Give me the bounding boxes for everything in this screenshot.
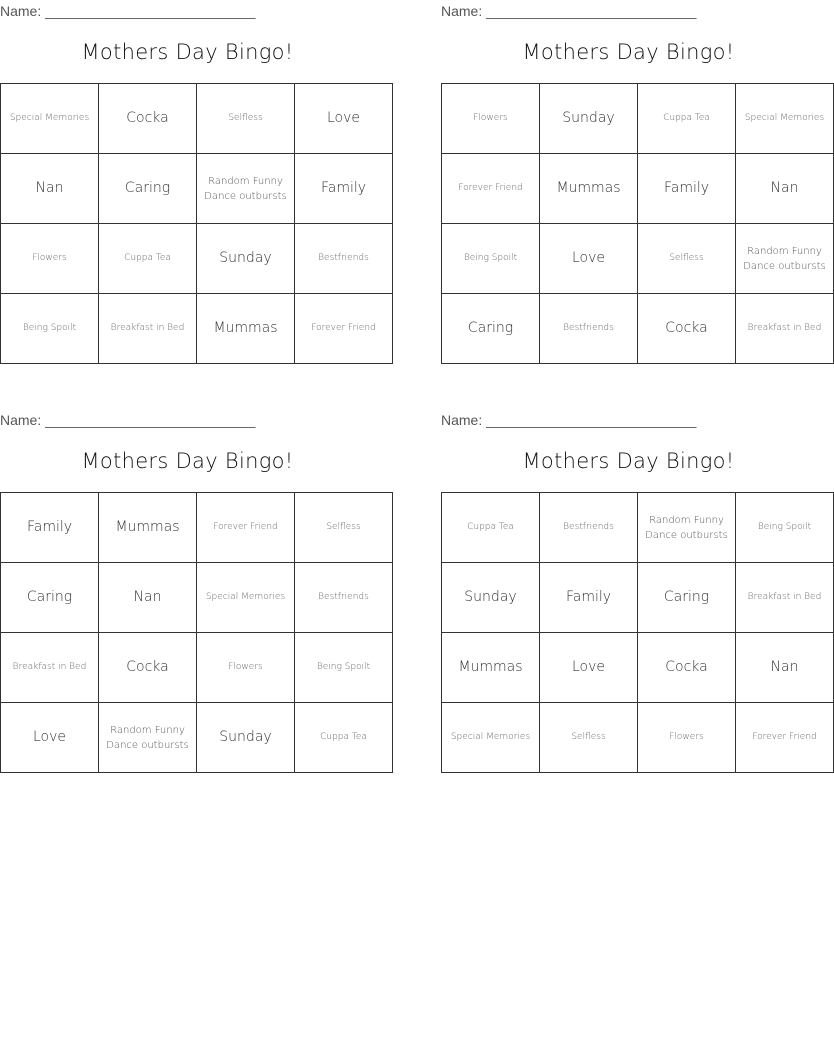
bingo-cell[interactable]: Breakfast in Bed bbox=[736, 294, 834, 364]
bingo-grid bbox=[0, 83, 393, 364]
grid-row bbox=[442, 294, 834, 364]
name-field[interactable]: Name: ___________________________ bbox=[0, 3, 256, 19]
bingo-cell[interactable]: Being Spoilt bbox=[736, 493, 834, 563]
grid-row bbox=[1, 154, 393, 224]
bingo-cell[interactable]: Special Memories bbox=[736, 84, 834, 154]
grid-row bbox=[442, 224, 834, 294]
bingo-cell[interactable]: Caring bbox=[99, 154, 197, 224]
bingo-cell[interactable]: Forever Friend bbox=[295, 294, 393, 364]
name-field[interactable]: Name: ___________________________ bbox=[441, 412, 697, 428]
bingo-grid bbox=[441, 83, 834, 364]
bingo-cell[interactable]: Selfless bbox=[295, 493, 393, 563]
bingo-cell[interactable]: Bestfriends bbox=[295, 224, 393, 294]
bingo-cell[interactable]: Cuppa Tea bbox=[638, 84, 736, 154]
bingo-cell[interactable]: Forever Friend bbox=[197, 493, 295, 563]
bingo-cell[interactable]: Family bbox=[638, 154, 736, 224]
bingo-cell[interactable]: Flowers bbox=[1, 224, 99, 294]
grid-row bbox=[1, 703, 393, 773]
bingo-cell[interactable]: Selfless bbox=[540, 703, 638, 773]
bingo-cell[interactable]: Love bbox=[540, 224, 638, 294]
bingo-cell[interactable]: Cuppa Tea bbox=[442, 493, 540, 563]
bingo-cell[interactable]: Sunday bbox=[442, 563, 540, 633]
bingo-cell[interactable]: Mummas bbox=[99, 493, 197, 563]
grid-row bbox=[1, 84, 393, 154]
bingo-cell[interactable]: Cocka bbox=[99, 84, 197, 154]
card-title: Mothers Day Bingo! bbox=[81, 40, 294, 64]
card-title: Mothers Day Bingo! bbox=[522, 40, 735, 64]
card-title: Mothers Day Bingo! bbox=[81, 449, 294, 473]
bingo-cell[interactable]: Being Spoilt bbox=[442, 224, 540, 294]
bingo-cell[interactable]: Special Memories bbox=[197, 563, 295, 633]
bingo-cell[interactable]: Cuppa Tea bbox=[295, 703, 393, 773]
bingo-cell[interactable]: Selfless bbox=[638, 224, 736, 294]
grid-row bbox=[442, 154, 834, 224]
bingo-cell[interactable]: Breakfast in Bed bbox=[736, 563, 834, 633]
bingo-cell[interactable]: Random Funny Dance outbursts bbox=[638, 493, 736, 563]
grid-row bbox=[442, 84, 834, 154]
bingo-cell[interactable]: Being Spoilt bbox=[295, 633, 393, 703]
bingo-cell[interactable]: Sunday bbox=[540, 84, 638, 154]
bingo-cell[interactable]: Caring bbox=[638, 563, 736, 633]
bingo-cell[interactable]: Nan bbox=[736, 633, 834, 703]
bingo-cell[interactable]: Love bbox=[295, 84, 393, 154]
bingo-cell[interactable]: Cocka bbox=[638, 633, 736, 703]
bingo-grid bbox=[0, 492, 393, 773]
grid-row bbox=[442, 563, 834, 633]
bingo-cell[interactable]: Sunday bbox=[197, 224, 295, 294]
bingo-cell[interactable]: Bestfriends bbox=[540, 493, 638, 563]
name-field[interactable]: Name: ___________________________ bbox=[441, 3, 697, 19]
bingo-cell[interactable]: Nan bbox=[99, 563, 197, 633]
bingo-cell[interactable]: Flowers bbox=[442, 84, 540, 154]
bingo-card-2 bbox=[441, 0, 826, 372]
bingo-cell[interactable]: Forever Friend bbox=[442, 154, 540, 224]
grid-row bbox=[442, 493, 834, 563]
bingo-cell[interactable]: Bestfriends bbox=[295, 563, 393, 633]
bingo-cell[interactable]: Nan bbox=[1, 154, 99, 224]
bingo-cell[interactable]: Bestfriends bbox=[540, 294, 638, 364]
grid-row bbox=[1, 563, 393, 633]
grid-row bbox=[1, 294, 393, 364]
bingo-cell[interactable]: Flowers bbox=[197, 633, 295, 703]
bingo-card-1 bbox=[0, 0, 375, 372]
bingo-cell[interactable]: Cocka bbox=[99, 633, 197, 703]
bingo-cell[interactable]: Flowers bbox=[638, 703, 736, 773]
bingo-cell[interactable]: Love bbox=[540, 633, 638, 703]
bingo-cell[interactable]: Forever Friend bbox=[736, 703, 834, 773]
bingo-cell[interactable]: Mummas bbox=[442, 633, 540, 703]
bingo-grid bbox=[441, 492, 834, 773]
bingo-card-4 bbox=[441, 409, 822, 781]
bingo-cell[interactable]: Random Funny Dance outbursts bbox=[736, 224, 834, 294]
bingo-cell[interactable]: Family bbox=[1, 493, 99, 563]
name-field[interactable]: Name: ___________________________ bbox=[0, 412, 256, 428]
bingo-cell[interactable]: Cocka bbox=[638, 294, 736, 364]
bingo-cell[interactable]: Mummas bbox=[540, 154, 638, 224]
bingo-cell[interactable]: Special Memories bbox=[1, 84, 99, 154]
bingo-card-3 bbox=[0, 409, 375, 781]
grid-row bbox=[1, 493, 393, 563]
bingo-cell[interactable]: Random Funny Dance outbursts bbox=[197, 154, 295, 224]
grid-row bbox=[1, 633, 393, 703]
bingo-cell[interactable]: Nan bbox=[736, 154, 834, 224]
bingo-cell[interactable]: Love bbox=[1, 703, 99, 773]
bingo-cell[interactable]: Cuppa Tea bbox=[99, 224, 197, 294]
card-title: Mothers Day Bingo! bbox=[522, 449, 735, 473]
bingo-cell[interactable]: Caring bbox=[1, 563, 99, 633]
bingo-cell[interactable]: Selfless bbox=[197, 84, 295, 154]
bingo-cell[interactable]: Breakfast in Bed bbox=[1, 633, 99, 703]
bingo-cell[interactable]: Mummas bbox=[197, 294, 295, 364]
grid-row bbox=[442, 703, 834, 773]
bingo-cell[interactable]: Special Memories bbox=[442, 703, 540, 773]
grid-row bbox=[442, 633, 834, 703]
bingo-cell[interactable]: Caring bbox=[442, 294, 540, 364]
bingo-cell[interactable]: Sunday bbox=[197, 703, 295, 773]
bingo-cell[interactable]: Random Funny Dance outbursts bbox=[99, 703, 197, 773]
bingo-cell[interactable]: Being Spoilt bbox=[1, 294, 99, 364]
bingo-cell[interactable]: Breakfast in Bed bbox=[99, 294, 197, 364]
bingo-cell[interactable]: Family bbox=[295, 154, 393, 224]
bingo-cell[interactable]: Family bbox=[540, 563, 638, 633]
grid-row bbox=[1, 224, 393, 294]
